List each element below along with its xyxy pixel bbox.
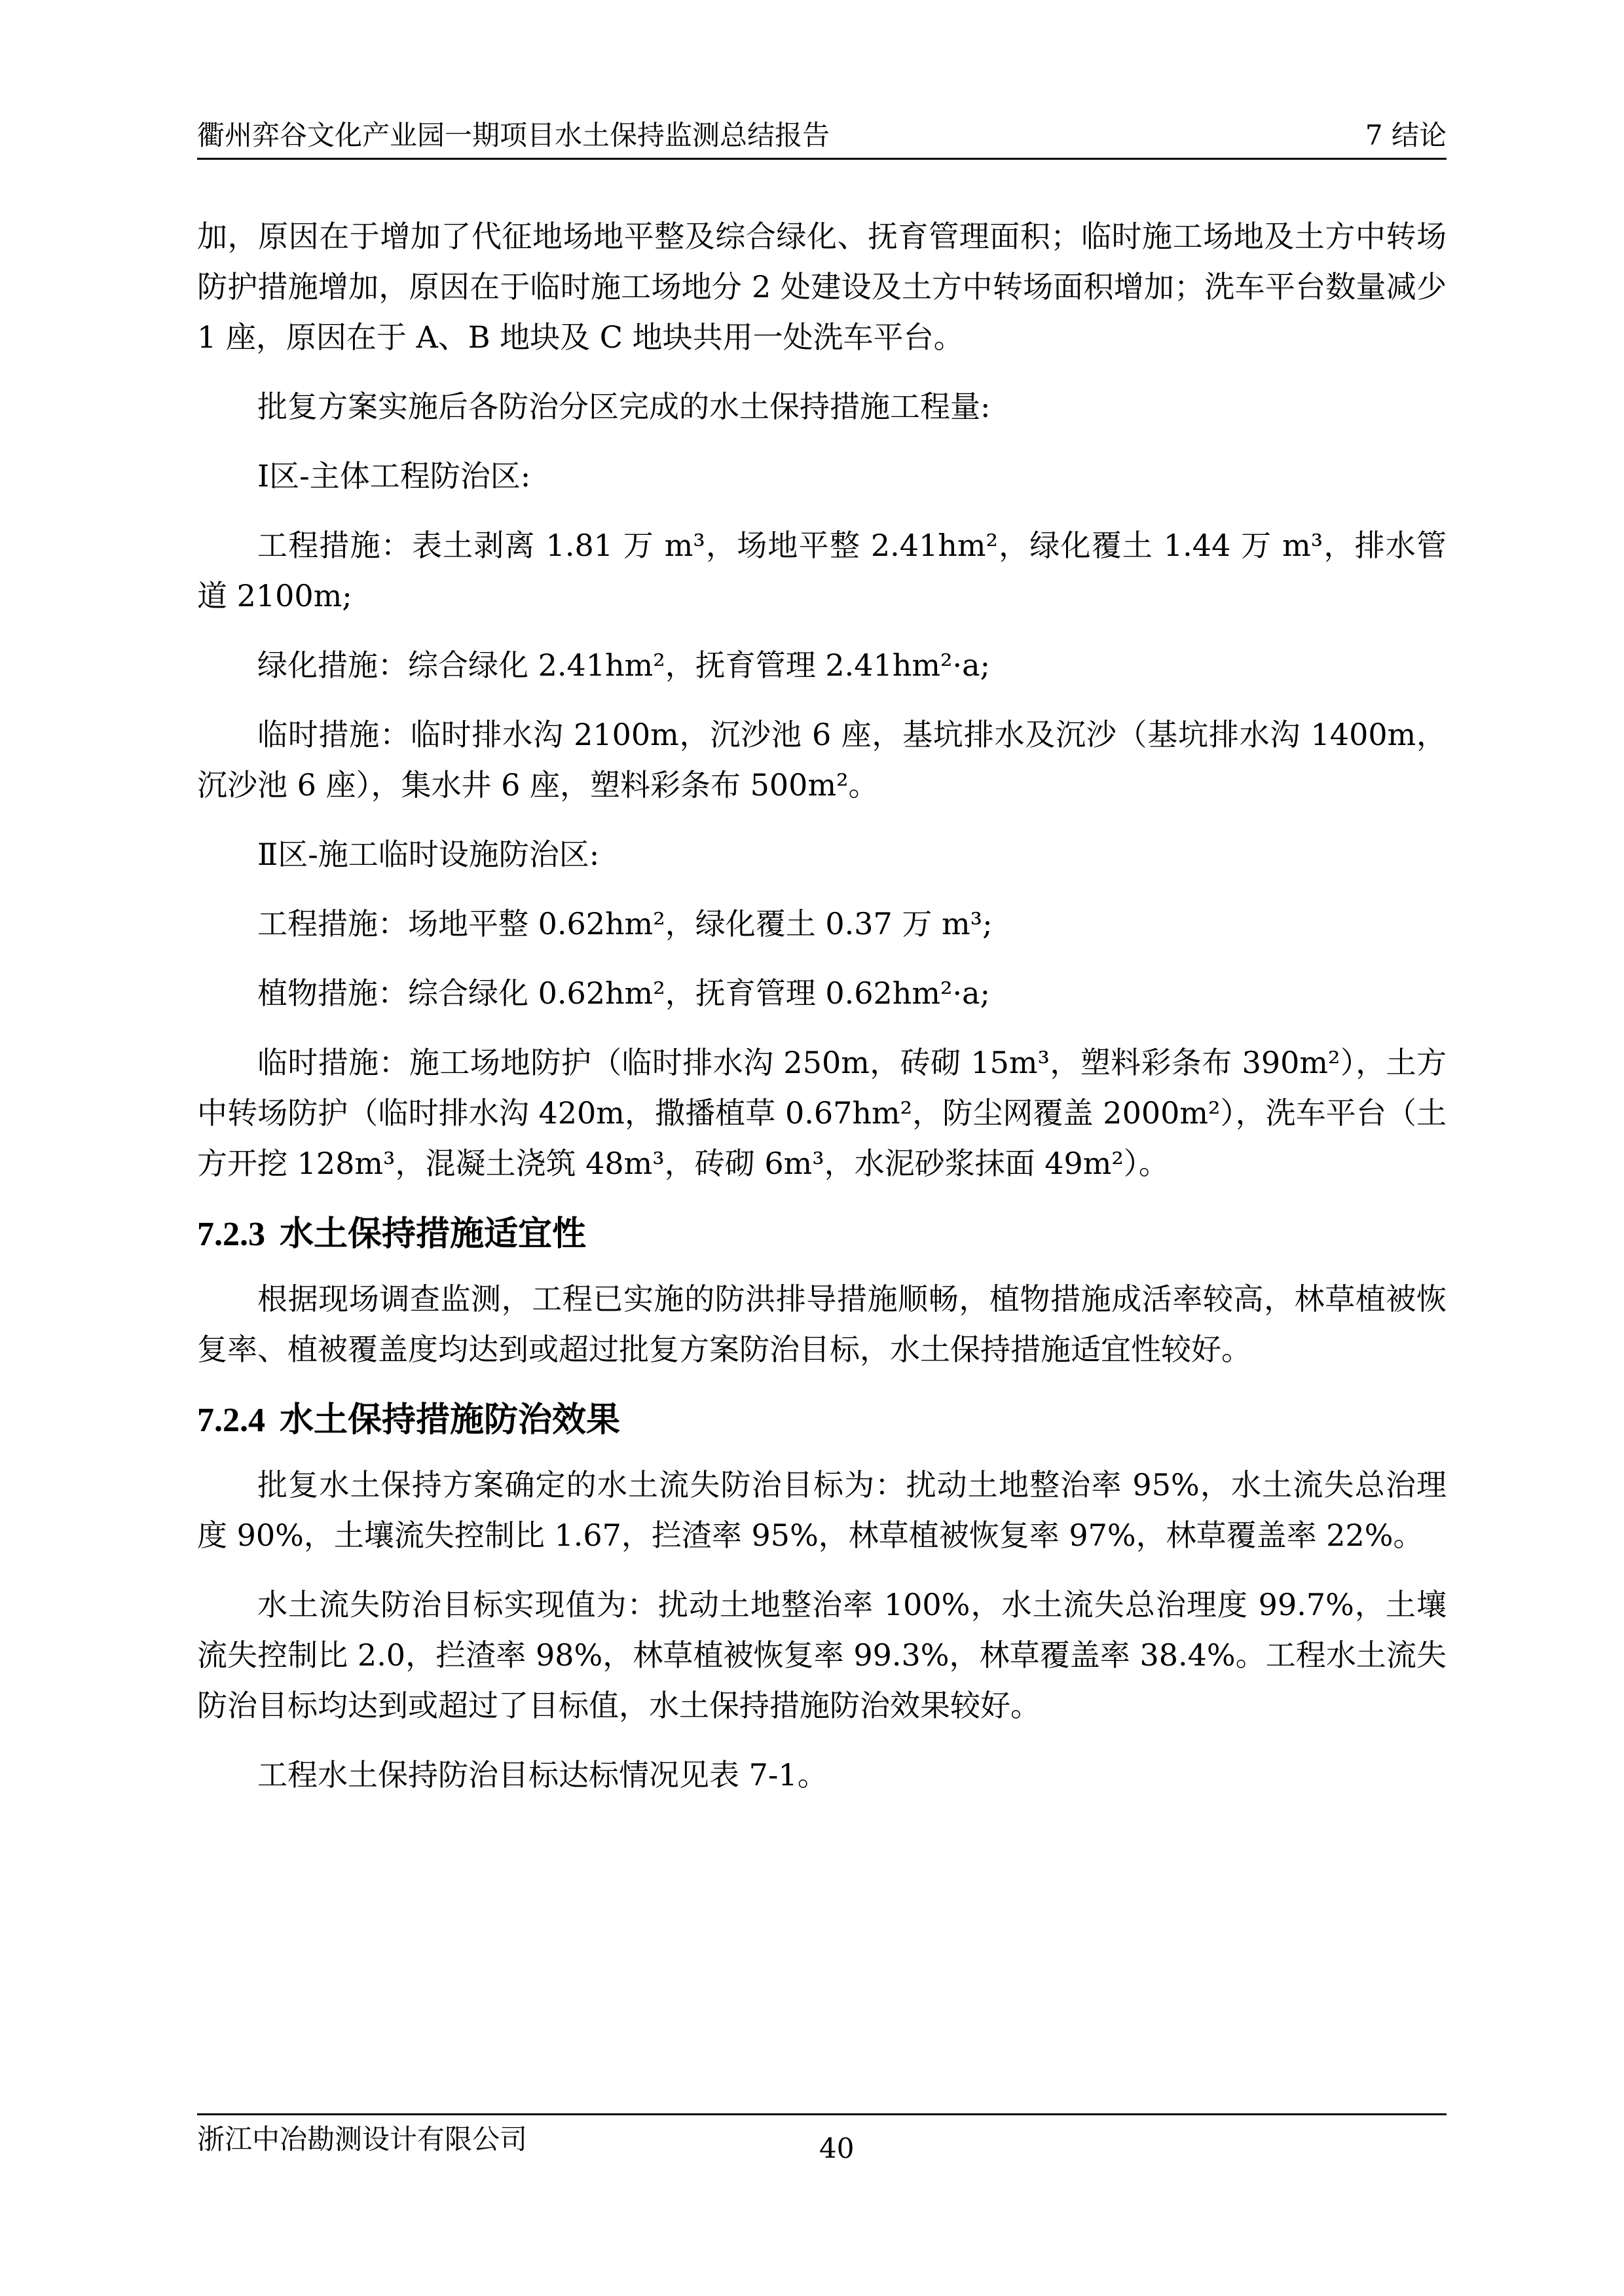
paragraph-suitability: 根据现场调查监测，工程已实施的防洪排导措施顺畅，植物措施成活率较高，林草植被恢复率、植被覆盖度均达到或超过批复方案防治目标，水土保持措施适宜性较好。 — [197, 1281, 1447, 1367]
paragraph-targets: 批复水土保持方案确定的水土流失防治目标为：扰动土地整治率 95%，水土流失总治理度 90%，土壤流失控制比 1.67，拦渣率 95%，林草植被恢复率 97%，林草覆盖率 22%。 — [197, 1467, 1447, 1553]
zone2-temporary: 临时措施：施工场地防护（临时排水沟 250m，砖砌 15m³，塑料彩条布 390m²），土方中转场防护（临时排水沟 420m，撒播植草 0.67hm²，防尘网覆盖 2000m²），洗车平台（土方开挖 128m³，混凝土浇筑 48m³，砖砌 6m³，水泥砂浆抹面 49m²）。 — [197, 1045, 1447, 1181]
page-header — [197, 115, 1447, 156]
chapter-label: 7 结论 — [1365, 119, 1447, 151]
paragraph-continued: 加，原因在于增加了代征地场地平整及综合绿化、抚育管理面积；临时施工场地及土方中转场防护措施增加，原因在于临时施工场地分 2 处建设及土方中转场面积增加；洗车平台数量减少 1 座，原因在于 A、B 地块及 C 地块共用一处洗车平台。 — [197, 219, 1447, 355]
section-title: 水土保持措施防治效果 — [280, 1400, 621, 1440]
zone1-title: Ⅰ区-主体工程防治区: — [257, 458, 531, 494]
zone2-title: Ⅱ区-施工临时设施防治区: — [257, 837, 600, 872]
header-rule — [197, 158, 1447, 160]
company-name: 浙江中冶勘测设计有限公司 — [197, 2123, 528, 2155]
paragraph-table-ref: 工程水土保持防治目标达标情况见表 7-1。 — [257, 1757, 828, 1793]
page-number: 40 — [819, 2132, 855, 2164]
section-heading-7-2-4 — [197, 1394, 1447, 1447]
section-number: 7.2.3 — [197, 1216, 265, 1253]
zone2-plant: 植物措施：综合绿化 0.62hm²，抚育管理 0.62hm²·a; — [257, 975, 991, 1011]
section-title: 水土保持措施适宜性 — [280, 1214, 587, 1254]
zone1-engineering: 工程措施：表土剥离 1.81 万 m³，场地平整 2.41hm²，绿化覆土 1.44 万 m³，排水管道 2100m; — [197, 528, 1447, 613]
zone2-engineering: 工程措施：场地平整 0.62hm²，绿化覆土 0.37 万 m³; — [257, 906, 993, 941]
page-footer — [197, 2120, 1447, 2164]
paragraph-achieved: 水土流失防治目标实现值为：扰动土地整治率 100%，水土流失总治理度 99.7%，土壤流失控制比 2.0，拦渣率 98%，林草植被恢复率 99.3%，林草覆盖率 38.4%。工程水土流失防治目标均达到或超过了目标值，水土保持措施防治效果较好。 — [197, 1587, 1447, 1723]
zone1-greening: 绿化措施：综合绿化 2.41hm²，抚育管理 2.41hm²·a; — [257, 647, 991, 683]
section-heading-7-2-3 — [197, 1208, 1447, 1261]
paragraph-measures-intro: 批复方案实施后各防治分区完成的水土保持措施工程量: — [257, 389, 991, 424]
report-title: 衢州弈谷文化产业园一期项目水土保持监测总结报告 — [197, 119, 830, 151]
section-number: 7.2.4 — [197, 1402, 265, 1439]
zone1-temporary: 临时措施：临时排水沟 2100m，沉沙池 6 座，基坑排水及沉沙（基坑排水沟 1400m，沉沙池 6 座），集水井 6 座，塑料彩条布 500m²。 — [197, 717, 1447, 803]
page-body — [197, 211, 1447, 1819]
footer-rule — [197, 2113, 1447, 2115]
